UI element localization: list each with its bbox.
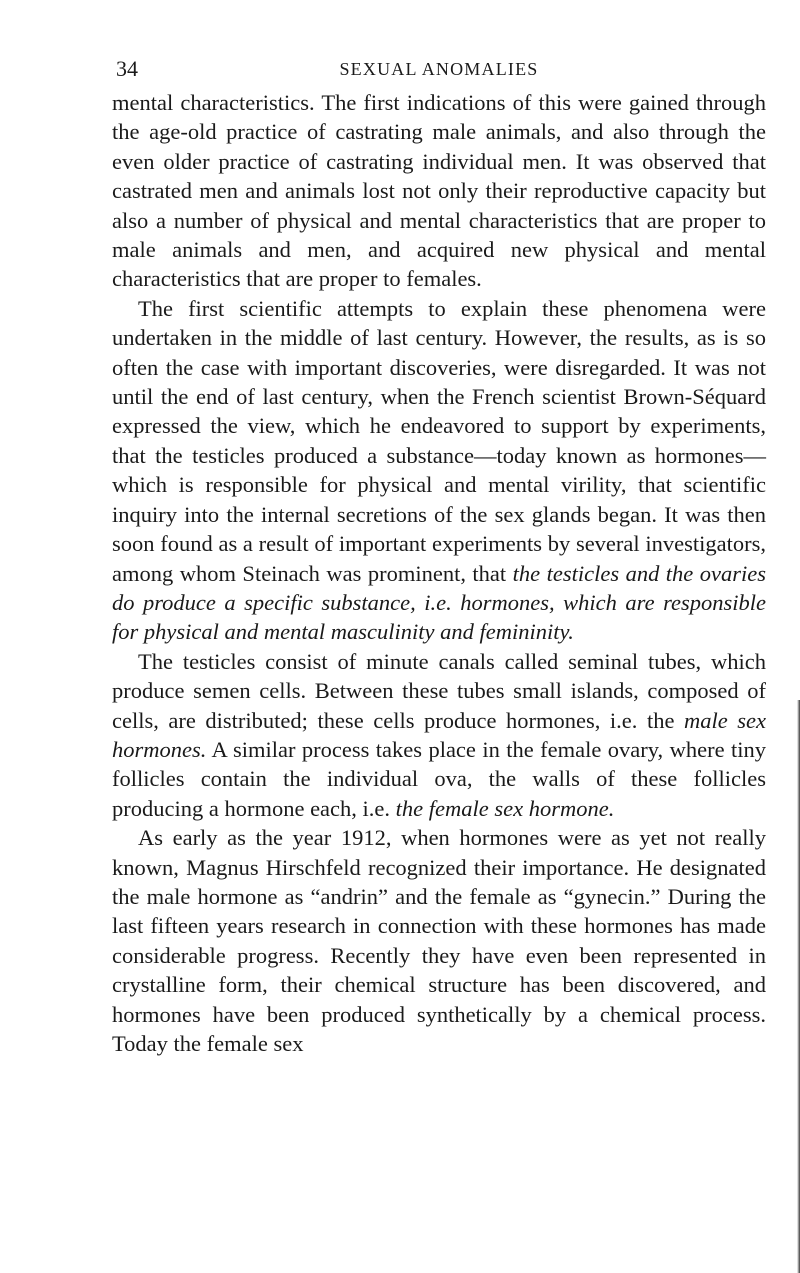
page-number: 34 (116, 56, 138, 81)
paragraph-1 (112, 88, 766, 294)
paragraph-3-italic-male-hormones: male sex hormones. (112, 707, 766, 762)
paragraph-2-text: The first scientific attempts to explain these phenomena were undertaken in the middle of last century. However, the results, as is so often the case with important discoveries, were disregarded. It was not until the end of last century, when the French scientist Brown-Séquard expressed the view, which he endeavored to support by experiments, that the testicles produced a substance—today known as hormones—which is responsible for physical and mental virility, that scientific inquiry into the internal secretions of the sex glands began. It was then soon found as a result of important experiments by several investigators, among whom Steinach was prominent, that (112, 295, 766, 586)
body-text (112, 88, 766, 1058)
paragraph-3-italic-female-hormone: the female sex hormone. (395, 795, 615, 821)
paragraph-3-text: The testicles consist of minute canals called seminal tubes, which produce semen cells. Between these tubes small islands, composed of cells, are distributed; these cells produce hormones, i.e. the (112, 648, 766, 733)
running-head (112, 56, 766, 88)
page-content (112, 56, 766, 1058)
paragraph-2-italic-text: the testicles and the ovaries do produce a specific substance, i.e. hormones, which are responsible for physical and mental masculinity and femininity. (112, 560, 766, 645)
paragraph-4 (112, 823, 766, 1058)
paragraph-2 (112, 294, 766, 647)
paragraph-3 (112, 647, 766, 823)
paragraph-4-text: As early as the year 1912, when hormones were as yet not really known, Magnus Hirschfeld recognized their importance. He designated the male hormone as “andrin” and the female as “gynecin.” During the last fifteen years research in connection with these hormones has made considerable progress. Recently they have even been represented in crystalline form, their chemical structure has been discovered, and hormones have been produced synthetically by a chemical process. Today the female sex (112, 825, 766, 1056)
running-title: SEXUAL ANOMALIES (339, 59, 539, 79)
paragraph-1-text: mental characteristics. The first indications of this were gained through the age-old practice of castrating male animals, and also through the even older practice of castrating individual men. It was observed that castrated men and animals lost not only their reproductive capacity but also a number of physical and mental characteristics that are proper to male animals and men, and acquired new physical and mental characteristics that are proper to females. (112, 90, 766, 292)
paragraph-3-text-continued: A similar process takes place in the female ovary, where tiny follicles contain the individual ova, the walls of these follicles producing a hormone each, i.e. (112, 736, 766, 821)
